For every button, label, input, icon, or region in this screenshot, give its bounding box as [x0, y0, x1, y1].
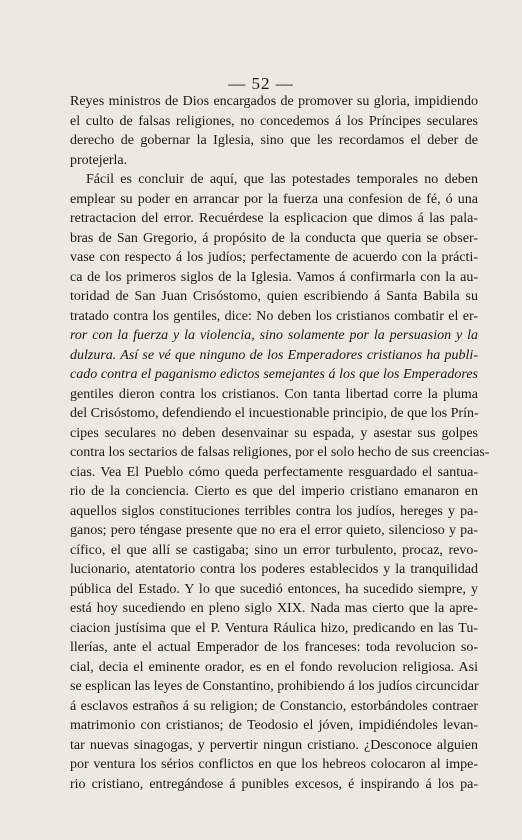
text-line: cias. Vea El Pueblo cómo queda perfectamente resguardado el santua-: [70, 464, 478, 480]
text-line: protejerla.: [70, 152, 128, 168]
text-line: ca de los primeros siglos de la Iglesia. Vamos á confirmarla con la au-: [70, 269, 478, 285]
text-line: ganos; pero téngase presente que no era el error quieto, silencioso y pa-: [70, 523, 478, 538]
text-line: gentiles dieron contra los cristianos. Con tanta libertad corre la pluma: [70, 386, 478, 402]
text-line: tratado contra los gentiles, dice: No deben los cristianos combatir el er-: [70, 308, 478, 324]
text-line: se esplican las leyes de Constantino, prohibiendo á los judíos circuncidar: [70, 679, 479, 694]
text-line: el culto de falsas religiones, no concedemos á los Príncipes seculares: [70, 113, 478, 129]
text-line: Reyes ministros de Dios encargados de promover su gloria, impidiendo: [70, 94, 478, 109]
text-line: cial, decia el eminente orador, es en el fondo revolucion religiosa. Asi: [70, 659, 478, 675]
text-line: tar nuevas sinagogas, y pervertir ningun cristiano. ¿Desconoce alguien: [70, 737, 478, 753]
text-line: por ventura los sérios conflictos en que los hebreos colocaron al impe-: [70, 757, 478, 772]
text-line: derecho de gobernar la Iglesia, sino que les recordamos el deber de: [70, 133, 478, 148]
text-line: ciacion justísima que el P. Ventura Ráulica hizo, predicando en las Tu-: [70, 620, 478, 636]
text-line: está hoy sucediendo en pleno siglo XIX. Nada mas cierto que la apre-: [70, 601, 478, 616]
text-line: contra los sectarios de falsas religiones, por el solo hecho de sus creencias-: [70, 445, 490, 460]
text-line: vase con respecto á los judíos; perfectamente de acuerdo con la prácti-: [70, 250, 478, 265]
text-line: retractacion del error. Recuérdese la esplicacion que dimos á las pala-: [70, 211, 478, 226]
text-line: toridad de San Juan Crisóstomo, quien escribiendo á Santa Babila su: [70, 289, 478, 304]
text-line: lucionario, atentatorio contra los poderes establecidos y la tranquilidad: [70, 562, 478, 577]
body-text: [70, 92, 490, 794]
page-number: — 52 —: [228, 74, 294, 93]
text-line: Fácil es concluir de aquí, que las potestades temporales no deben: [86, 172, 478, 187]
text-line: dulzura. Así se vé que ninguno de los Emperadores cristianos ha publi-: [70, 347, 478, 363]
text-line: del Crisóstomo, defendiendo el incuestionable principio, de que los Prín-: [70, 406, 479, 421]
text-line: llerías, ante el actual Emperador de los franceses: toda revolucion so-: [70, 640, 478, 655]
text-line: á esclavos estraños á su religion; de Constancio, estorbándoles contraer: [70, 698, 478, 714]
text-line: rio de la conciencia. Cierto es que del imperio cristiano emanaron en: [70, 484, 478, 499]
text-line: aquellos siglos constituciones terribles contra los judíos, hereges y pa-: [70, 503, 478, 519]
text-line: cífico, el que allí se castigaba; sino un error turbulento, procaz, revo-: [70, 542, 478, 558]
text-line: pública del Estado. Y lo que sucedió entonces, ha sucedido siempre, y: [70, 581, 478, 597]
text-line: emplear su poder en arrancar por la fuerza una confesion de fé, ó una: [70, 191, 478, 207]
text-line: matrimonio con cristianos; de Teodosio el jóven, impidiéndoles levan-: [70, 718, 478, 733]
text-line: cado contra el paganismo edictos semejantes á los que los Emperadores: [70, 367, 478, 382]
text-line: ror con la fuerza y la violencia, sino solamente por la persuasion y la: [70, 328, 478, 343]
text-line: rio cristiano, entregándose á punibles excesos, é inspirando á los pa-: [70, 776, 478, 792]
text-line: bras de San Gregorio, á propósito de la conducta que queria se obser-: [70, 230, 478, 246]
text-line: cipes seculares no deben desenvainar su espada, y asestar sus golpes: [70, 425, 478, 441]
